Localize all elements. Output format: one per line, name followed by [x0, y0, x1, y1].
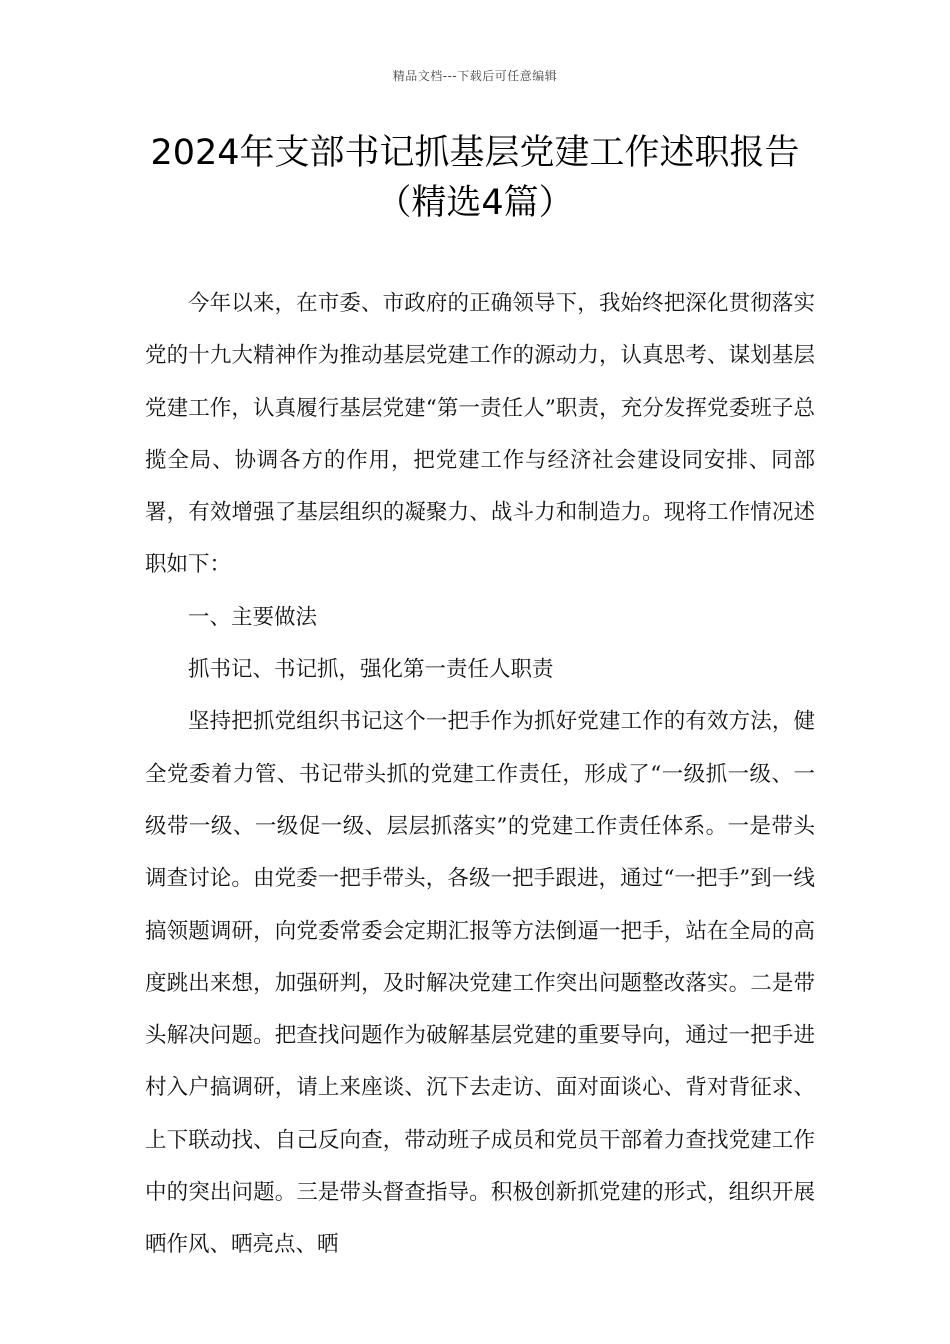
- section-heading-main-practices: 一、主要做法: [188, 604, 318, 630]
- document-title: 2024年支部书记抓基层党建工作述职报告（精选4篇）: [150, 133, 800, 223]
- paragraph-responsibility-details: 坚持把抓党组织书记这个一把手作为抓好党建工作的有效方法，健全党委着力管、书记带头抓的党建工作责任，形成了“一级抓一级、一级带一级、一级促一级、层层抓落实”的党建工作责任体系。一是带头调查讨论。由党委一把手带头，各级一把手跟进，通过“一把手”到一线搞领题调研，向党委常委会定期汇报等方法倒逼一把手，站在全局的高度跳出来想，加强研判，及时解决党建工作突出问题整改落实。二是带头解决问题。把查找问题作为破解基层党建的重要导向，通过一把手进村入户搞调研，请上来座谈、沉下去走访、面对面谈心、背对背征求、上下联动找、自己反向查，带动班子成员和党员干部着力查找党建工作中的突出问题。三是带头督查指导。积极创新抓党建的形式，组织开展晒作风、晒亮点、晒: [145, 709, 815, 1258]
- subheading-secretary-responsibility: 抓书记、书记抓，强化第一责任人职责: [188, 657, 554, 683]
- paragraph-intro: 今年以来，在市委、市政府的正确领导下，我始终把深化贯彻落实党的十九大精神作为推动基层党建工作的源动力，认真思考、谋划基层党建工作，认真履行基层党建“第一责任人”职责，充分发挥党委班子总揽全局、协调各方的作用，把党建工作与经济社会建设同安排、同部署，有效增强了基层组织的凝聚力、战斗力和制造力。现将工作情况述职如下：: [145, 291, 815, 578]
- document-body: [145, 278, 815, 1272]
- page-header-note: 精品文档---下载后可任意编辑: [392, 69, 558, 83]
